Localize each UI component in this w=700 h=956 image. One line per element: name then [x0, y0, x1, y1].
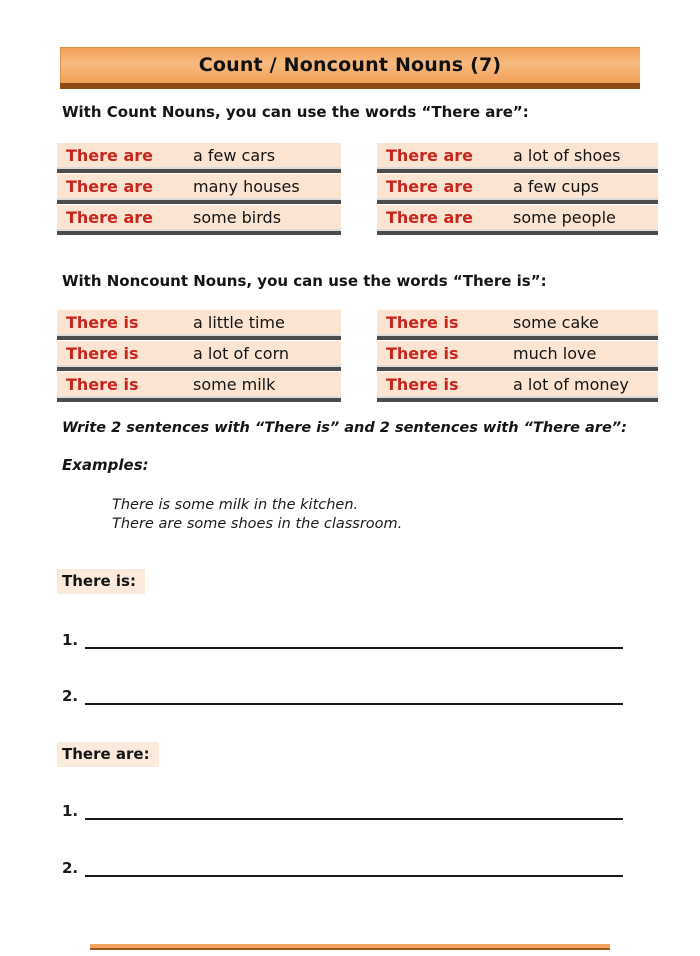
answer-line [62, 798, 623, 820]
answer-line [62, 683, 623, 705]
row-divider [377, 229, 658, 236]
there-is-block-label [57, 569, 145, 594]
table-row [377, 372, 658, 396]
page-title: Count / Noncount Nouns (7) [198, 54, 502, 76]
footer-bar [90, 944, 610, 950]
table-row [57, 310, 341, 334]
table-row [57, 143, 341, 167]
example-sentence: There is some milk in the kitchen. [112, 497, 359, 513]
count-section-heading: With Count Nouns, you can use the words “There are”: [62, 103, 529, 121]
keyword-cell: There is [386, 343, 459, 363]
noncount-section-heading: With Noncount Nouns, you can use the words “There is”: [62, 272, 547, 290]
blank-rule [85, 647, 623, 649]
row-divider [57, 365, 341, 372]
phrase-cell: some people [513, 207, 616, 227]
row-divider [377, 396, 658, 403]
table-row [57, 372, 341, 396]
examples-label: Examples: [62, 456, 149, 474]
table-row [57, 205, 341, 229]
noncount-table-left [57, 310, 341, 403]
worksheet-title-bar [60, 47, 640, 89]
row-divider [57, 396, 341, 403]
keyword-cell: There is [66, 374, 139, 394]
phrase-cell: some birds [193, 207, 282, 227]
keyword-cell: There is [66, 343, 139, 363]
blank-rule [85, 818, 623, 820]
answer-line [62, 855, 623, 877]
row-divider [57, 334, 341, 341]
phrase-cell: some milk [193, 374, 276, 394]
highlighted-label: There is: [57, 569, 145, 594]
table-row [377, 174, 658, 198]
phrase-cell: a lot of corn [193, 343, 290, 363]
row-divider [377, 334, 658, 341]
table-row [377, 143, 658, 167]
keyword-cell: There are [386, 176, 474, 196]
exercise-instruction: Write 2 sentences with “There is” and 2 sentences with “There are”: [62, 420, 627, 436]
row-divider [57, 198, 341, 205]
row-divider [377, 198, 658, 205]
phrase-cell: some cake [513, 312, 599, 332]
blank-rule [85, 875, 623, 877]
table-row [377, 310, 658, 334]
phrase-cell: a lot of money [513, 374, 629, 394]
table-row [377, 205, 658, 229]
keyword-cell: There is [386, 374, 459, 394]
blank-rule [85, 703, 623, 705]
row-divider [377, 167, 658, 174]
keyword-cell: There are [386, 145, 474, 165]
keyword-cell: There is [386, 312, 459, 332]
count-table-right [377, 143, 658, 236]
there-are-block-label [57, 742, 159, 767]
row-divider [57, 229, 341, 236]
highlighted-label: There are: [57, 742, 159, 767]
table-row [377, 341, 658, 365]
line-number: 1. [62, 631, 79, 649]
phrase-cell: a little time [193, 312, 285, 332]
count-table-left [57, 143, 341, 236]
keyword-cell: There are [66, 176, 154, 196]
phrase-cell: much love [513, 343, 597, 363]
answer-line [62, 627, 623, 649]
line-number: 2. [62, 687, 79, 705]
keyword-cell: There are [66, 207, 154, 227]
row-divider [377, 365, 658, 372]
keyword-cell: There are [386, 207, 474, 227]
keyword-cell: There are [66, 145, 154, 165]
line-number: 1. [62, 802, 79, 820]
keyword-cell: There is [66, 312, 139, 332]
noncount-table-right [377, 310, 658, 403]
phrase-cell: a lot of shoes [513, 145, 621, 165]
row-divider [57, 167, 341, 174]
phrase-cell: a few cups [513, 176, 599, 196]
phrase-cell: many houses [193, 176, 300, 196]
phrase-cell: a few cars [193, 145, 276, 165]
table-row [57, 341, 341, 365]
table-row [57, 174, 341, 198]
example-sentence: There are some shoes in the classroom. [112, 516, 403, 532]
line-number: 2. [62, 859, 79, 877]
